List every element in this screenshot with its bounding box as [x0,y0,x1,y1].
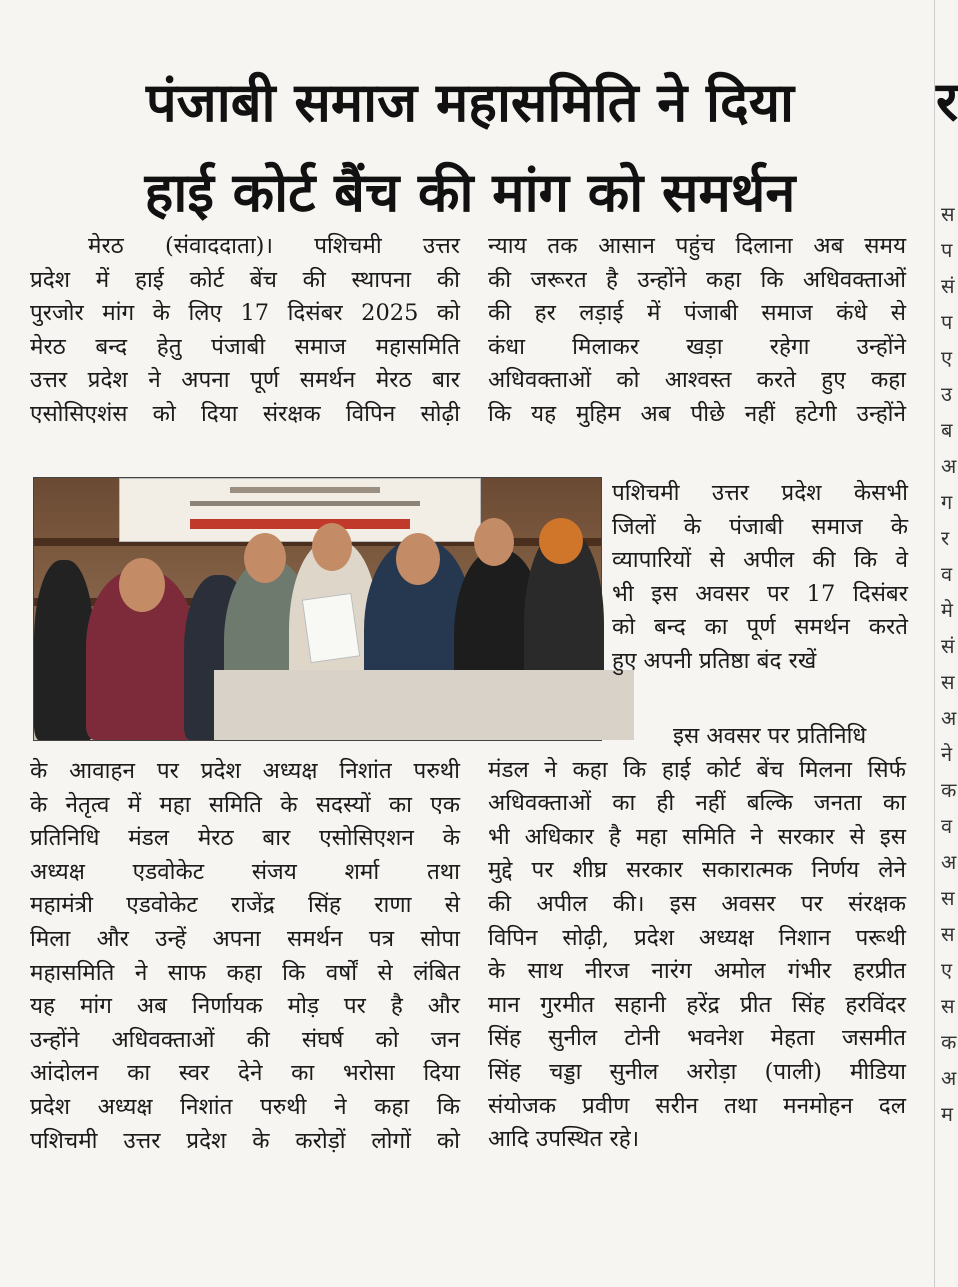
person-figure [34,560,94,740]
headline-line-1: पंजाबी समाज महासमिति ने दिया [145,71,795,134]
text-line: मंडल ने कहा कि हाई कोर्ट बेंच मिलना सिर्फ [488,756,906,783]
edge-letter: स [941,922,955,946]
text-line: भी इस अवसर पर 17 दिसंबर [612,580,908,607]
edge-letter: प [941,310,953,334]
adjacent-headline-fragment: र [936,70,958,133]
edge-letter: व [941,814,953,838]
person-head [312,523,352,571]
article-column-left-bottom [30,755,460,1158]
support-letter [302,593,360,663]
text-line: महामंत्री एडवोकेट राजेंद्र सिंह राणा से [30,892,460,919]
edge-letter: ए [941,958,953,982]
edge-letter: स [941,886,955,910]
text-line: के आवाहन पर प्रदेश अध्यक्ष निशांत परुथी [30,758,460,784]
edge-letter: अ [941,1066,957,1090]
news-photo [33,477,602,741]
text-line: यह मांग अब निर्णायक मोड़ पर है और [30,993,460,1020]
text-line: भी अधिकार है महा समिति ने सरकार से इस [488,823,906,850]
edge-letter: स [941,202,955,226]
article-column-right-middle [612,477,908,679]
banner [119,478,481,542]
article-column-right-bottom [488,720,906,1157]
edge-letter: स [941,994,955,1018]
text-line: एसोसिएशंस को दिया संरक्षक विपिन सोढ़ी [30,400,460,427]
text-line: आंदोलन का स्वर देने का भरोसा दिया [30,1060,460,1087]
edge-letter: व [941,562,953,586]
text-line: कि यह मुहिम अब पीछे नहीं हटेगी उन्होंने [488,400,906,427]
edge-letter: ग [941,490,953,514]
text-line: की अपील की। इस अवसर पर संरक्षक [488,890,906,917]
text-line: जिलों के पंजाबी समाज के [612,513,908,540]
text-line: पुरजोर मांग के लिए 17 दिसंबर 2025 को [30,300,460,327]
headline-line-2: हाई कोर्ट बैंच की मांग को समर्थन [144,161,796,224]
edge-letter: अ [941,706,957,730]
text-line: संयोजक प्रवीण सरीन तथा मनमोहन दल [488,1092,906,1119]
text-line: उन्होंने अधिवक्ताओं की संघर्ष को जन [30,1026,460,1053]
edge-letter: अ [941,454,957,478]
edge-letter: र [941,526,950,550]
text-line: सिंह चड्डा सुनील अरोड़ा (पाली) मीडिया [488,1058,906,1085]
person-head [396,533,440,585]
text-line: अध्यक्ष एडवोकेट संजय शर्मा तथा [30,858,460,885]
edge-letter: सं [941,634,955,658]
text-line: पशिचमी उत्तर प्रदेश केसभी [612,480,908,506]
text-line: आदि उपस्थित रहे। [488,1126,640,1153]
edge-letter: म [941,1102,953,1126]
text-line: के नेतृत्व में महा समिति के सदस्यों का एक [30,791,460,818]
text-line: व्यापारियों से अपील की कि वे [612,547,908,574]
edge-letter: सं [941,274,955,298]
text-line: इस अवसर पर प्रतिनिधि [673,723,867,749]
text-line: विपिन सोढ़ी, प्रदेश अध्यक्ष निशान परूथी [488,924,906,951]
text-line: अधिवक्ताओं का ही नहीं बल्कि जनता का [488,790,906,817]
text-line: सिंह सुनील टोनी भवनेश मेहता जसमीत [488,1025,906,1052]
edge-letter: ए [941,346,953,370]
edge-letter: ने [941,742,953,766]
text-line: मान गुरमीत सहानी हरेंद्र प्रीत सिंह हरविंदर [488,991,906,1018]
edge-letter: क [941,778,957,802]
text-line: मेरठ (संवाददाता)। पशिचमी उत्तर [88,233,460,259]
text-line: पशिचमी उत्तर प्रदेश के करोड़ों लोगों को [30,1127,460,1154]
text-line: उत्तर प्रदेश ने अपना पूर्ण समर्थन मेरठ बार [30,367,460,394]
edge-letter: क [941,1030,957,1054]
text-line: न्याय तक आसान पहुंच दिलाना अब समय [488,233,906,259]
text-line: मेरठ बन्द हेतु पंजाबी समाज महासमिति [30,333,460,360]
edge-letter: अ [941,850,957,874]
article-column-left-top [30,230,460,432]
text-line: को बन्द का पूर्ण समर्थन करते [612,614,908,641]
headline [30,58,910,238]
person-head [474,518,514,566]
text-line: हुए अपनी प्रतिष्ठा बंद रखें [612,647,817,674]
person-head [119,558,165,612]
article-column-right-top [488,230,906,432]
text-line: प्रतिनिधि मंडल मेरठ बार एसोसिएशन के [30,825,460,852]
text-line: की हर लड़ाई में पंजाबी समाज कंधे से [488,300,906,327]
text-line: प्रदेश में हाई कोर्ट बेंच की स्थापना की [30,266,460,293]
edge-letter: स [941,670,955,694]
text-line: की जरूरत है उन्होंने कहा कि अधिवक्ताओं [488,266,906,293]
edge-letter: मे [941,598,953,622]
text-line: महासमिति ने साफ कहा कि वर्षों से लंबित [30,959,460,986]
text-line: कंधा मिलाकर खड़ा रहेगा उन्होंने [488,333,906,360]
edge-letter: उ [941,382,952,406]
text-line: अधिवक्ताओं को आश्वस्त करते हुए कहा [488,367,906,394]
text-line: मुद्दे पर शीघ्र सरकार सकारात्मक निर्णय लेने [488,857,906,884]
text-line: मिला और उन्हें अपना समर्थन पत्र सोपा [30,925,460,952]
person-head [244,533,286,583]
edge-letter: ब [941,418,953,442]
text-line: के साथ नीरज नारंग अमोल गंभीर हरप्रीत [488,958,906,985]
text-line: प्रदेश अध्यक्ष निशांत परुथी ने कहा कि [30,1093,460,1120]
edge-letter: प [941,238,953,262]
turban [539,518,583,564]
